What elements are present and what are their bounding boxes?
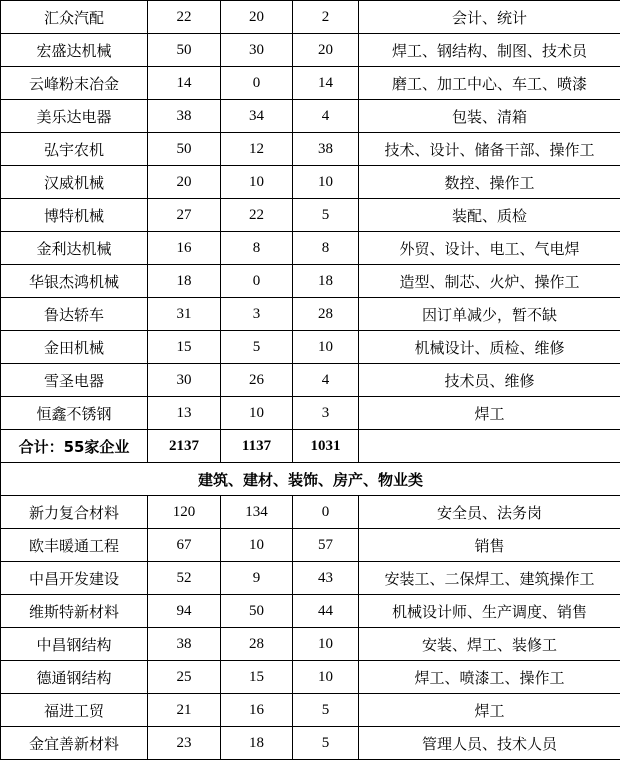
- value-b-cell: 5: [221, 331, 293, 364]
- company-cell: 云峰粉末冶金: [1, 67, 148, 100]
- company-cell: 恒鑫不锈钢: [1, 397, 148, 430]
- value-b-cell: 20: [221, 1, 293, 34]
- table-row: [1, 397, 620, 430]
- value-b-cell: 22: [221, 199, 293, 232]
- company-cell: 华银杰鸿机械: [1, 265, 148, 298]
- table-row: [1, 298, 620, 331]
- value-a-cell: 38: [148, 628, 221, 661]
- value-a-cell: 21: [148, 694, 221, 727]
- value-c-cell: 2: [293, 1, 359, 34]
- value-c-cell: 10: [293, 628, 359, 661]
- positions-cell: 安全员、法务岗: [359, 496, 620, 529]
- value-a-cell: 20: [148, 166, 221, 199]
- positions-cell: 数控、操作工: [359, 166, 620, 199]
- company-cell: 汉威机械: [1, 166, 148, 199]
- value-b-cell: 9: [221, 562, 293, 595]
- value-b-cell: 12: [221, 133, 293, 166]
- value-a-cell: 25: [148, 661, 221, 694]
- positions-cell: 安装、焊工、装修工: [359, 628, 620, 661]
- value-c-cell: 43: [293, 562, 359, 595]
- value-b-cell: 26: [221, 364, 293, 397]
- value-c-cell: 3: [293, 397, 359, 430]
- table-row: [1, 562, 620, 595]
- value-c-cell: 4: [293, 364, 359, 397]
- positions-cell: 焊工: [359, 397, 620, 430]
- total-row: [1, 430, 620, 463]
- value-a-cell: 50: [148, 133, 221, 166]
- value-c-cell: 57: [293, 529, 359, 562]
- value-b-cell: 28: [221, 628, 293, 661]
- table-row: [1, 364, 620, 397]
- value-c-cell: 4: [293, 100, 359, 133]
- positions-cell: 机械设计、质检、维修: [359, 331, 620, 364]
- value-a-cell: 50: [148, 34, 221, 67]
- value-a-cell: 67: [148, 529, 221, 562]
- total-b: 1137: [221, 430, 293, 463]
- table-row: [1, 331, 620, 364]
- value-b-cell: 10: [221, 529, 293, 562]
- value-b-cell: 16: [221, 694, 293, 727]
- table-row: [1, 133, 620, 166]
- positions-cell: 磨工、加工中心、车工、喷漆: [359, 67, 620, 100]
- value-a-cell: 38: [148, 100, 221, 133]
- table-row: [1, 232, 620, 265]
- value-a-cell: 31: [148, 298, 221, 331]
- positions-cell: 因订单减少，暂不缺: [359, 298, 620, 331]
- positions-cell: 包装、清箱: [359, 100, 620, 133]
- positions-cell: 外贸、设计、电工、气电焊: [359, 232, 620, 265]
- value-b-cell: 0: [221, 67, 293, 100]
- table-row: [1, 727, 620, 760]
- value-c-cell: 14: [293, 67, 359, 100]
- table-row: [1, 265, 620, 298]
- section-title: 建筑、建材、装饰、房产、物业类: [1, 463, 620, 496]
- value-c-cell: 28: [293, 298, 359, 331]
- company-cell: 维斯特新材料: [1, 595, 148, 628]
- value-a-cell: 23: [148, 727, 221, 760]
- company-cell: 欧丰暖通工程: [1, 529, 148, 562]
- total-a: 2137: [148, 430, 221, 463]
- value-b-cell: 10: [221, 166, 293, 199]
- value-b-cell: 0: [221, 265, 293, 298]
- value-c-cell: 38: [293, 133, 359, 166]
- company-cell: 金田机械: [1, 331, 148, 364]
- total-label: 合计：55家企业: [1, 430, 148, 463]
- positions-cell: 焊工: [359, 694, 620, 727]
- total-c: 1031: [293, 430, 359, 463]
- company-cell: 博特机械: [1, 199, 148, 232]
- value-a-cell: 27: [148, 199, 221, 232]
- table-row: [1, 529, 620, 562]
- positions-cell: 焊工、喷漆工、操作工: [359, 661, 620, 694]
- value-c-cell: 20: [293, 34, 359, 67]
- positions-cell: 会计、统计: [359, 1, 620, 34]
- value-a-cell: 30: [148, 364, 221, 397]
- value-b-cell: 10: [221, 397, 293, 430]
- company-cell: 德通钢结构: [1, 661, 148, 694]
- value-b-cell: 18: [221, 727, 293, 760]
- value-c-cell: 44: [293, 595, 359, 628]
- section-header-row: [1, 463, 620, 496]
- company-cell: 福进工贸: [1, 694, 148, 727]
- value-a-cell: 120: [148, 496, 221, 529]
- positions-cell: 造型、制芯、火炉、操作工: [359, 265, 620, 298]
- value-c-cell: 5: [293, 694, 359, 727]
- value-c-cell: 0: [293, 496, 359, 529]
- positions-cell: 管理人员、技术人员: [359, 727, 620, 760]
- value-a-cell: 22: [148, 1, 221, 34]
- value-a-cell: 52: [148, 562, 221, 595]
- value-c-cell: 10: [293, 331, 359, 364]
- value-c-cell: 8: [293, 232, 359, 265]
- value-a-cell: 18: [148, 265, 221, 298]
- value-a-cell: 13: [148, 397, 221, 430]
- table-row: [1, 496, 620, 529]
- table-row: [1, 694, 620, 727]
- company-cell: 金宜善新材料: [1, 727, 148, 760]
- positions-cell: 焊工、钢结构、制图、技术员: [359, 34, 620, 67]
- value-a-cell: 16: [148, 232, 221, 265]
- value-b-cell: 50: [221, 595, 293, 628]
- company-cell: 中昌钢结构: [1, 628, 148, 661]
- company-cell: 金利达机械: [1, 232, 148, 265]
- value-b-cell: 3: [221, 298, 293, 331]
- table-body-bottom: [1, 496, 620, 760]
- value-c-cell: 10: [293, 661, 359, 694]
- value-b-cell: 8: [221, 232, 293, 265]
- table-row: [1, 34, 620, 67]
- value-c-cell: 5: [293, 199, 359, 232]
- company-cell: 鲁达轿车: [1, 298, 148, 331]
- company-cell: 汇众汽配: [1, 1, 148, 34]
- table-row: [1, 199, 620, 232]
- company-cell: 美乐达电器: [1, 100, 148, 133]
- company-cell: 弘宇农机: [1, 133, 148, 166]
- positions-cell: 技术员、维修: [359, 364, 620, 397]
- value-b-cell: 134: [221, 496, 293, 529]
- positions-cell: 装配、质检: [359, 199, 620, 232]
- table-row: [1, 661, 620, 694]
- table-row: [1, 100, 620, 133]
- positions-cell: 销售: [359, 529, 620, 562]
- value-b-cell: 15: [221, 661, 293, 694]
- company-cell: 宏盛达机械: [1, 34, 148, 67]
- company-cell: 雪圣电器: [1, 364, 148, 397]
- company-cell: 新力复合材料: [1, 496, 148, 529]
- positions-cell: 机械设计师、生产调度、销售: [359, 595, 620, 628]
- table-row: [1, 1, 620, 34]
- table-body-total: [1, 430, 620, 496]
- total-positions: [359, 430, 620, 463]
- value-c-cell: 5: [293, 727, 359, 760]
- value-a-cell: 14: [148, 67, 221, 100]
- table-row: [1, 628, 620, 661]
- value-b-cell: 30: [221, 34, 293, 67]
- table-row: [1, 595, 620, 628]
- table-row: [1, 166, 620, 199]
- value-b-cell: 34: [221, 100, 293, 133]
- value-a-cell: 15: [148, 331, 221, 364]
- positions-cell: 技术、设计、储备干部、操作工: [359, 133, 620, 166]
- table-body-top: [1, 1, 620, 430]
- company-cell: 中昌开发建设: [1, 562, 148, 595]
- value-c-cell: 10: [293, 166, 359, 199]
- value-a-cell: 94: [148, 595, 221, 628]
- value-c-cell: 18: [293, 265, 359, 298]
- positions-cell: 安装工、二保焊工、建筑操作工: [359, 562, 620, 595]
- table-row: [1, 67, 620, 100]
